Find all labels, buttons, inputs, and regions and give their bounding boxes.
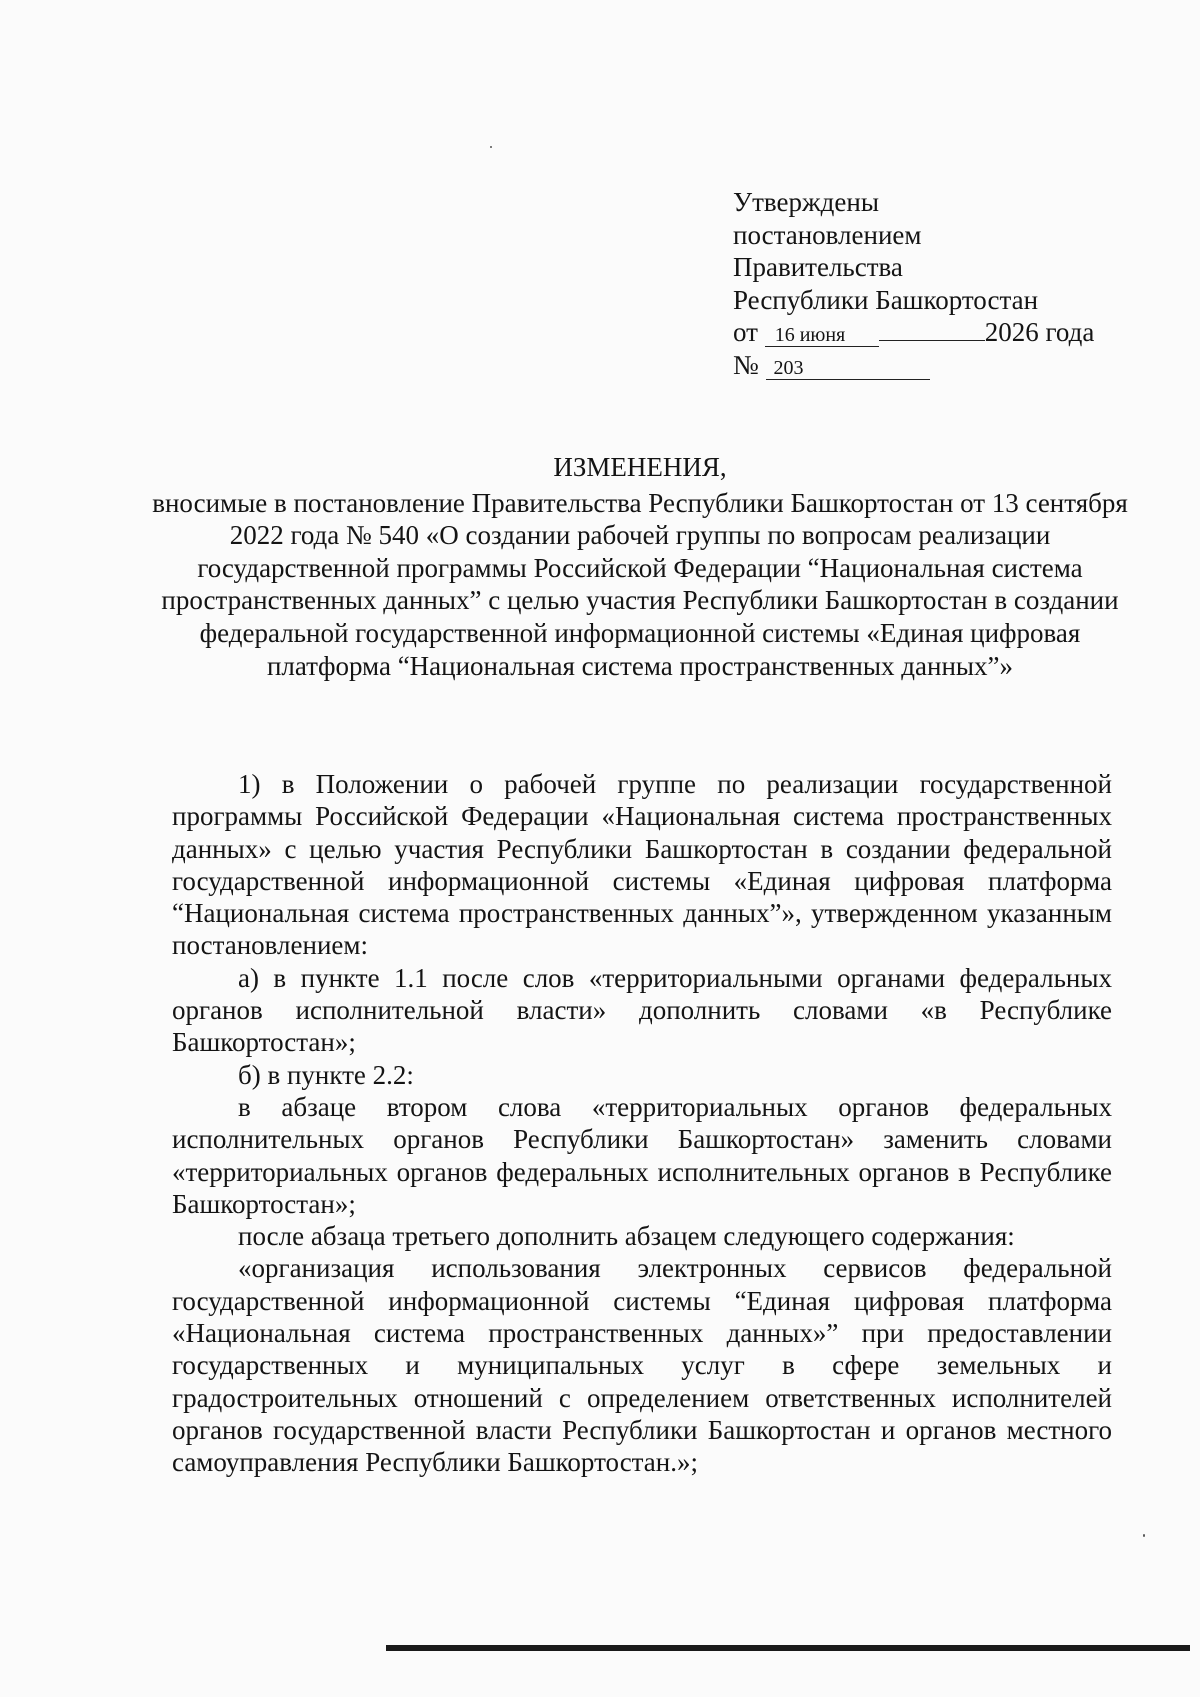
- approval-date-suffix: 2026 года: [984, 317, 1095, 347]
- approval-number-line: [733, 349, 1153, 382]
- paragraph-3: б) в пункте 2.2:: [238, 1059, 414, 1090]
- approval-date-blank: [879, 340, 985, 341]
- approval-stamp: [733, 186, 1153, 381]
- approval-date-prefix: от: [733, 317, 765, 347]
- document-title: ИЗМЕНЕНИЯ,: [553, 452, 727, 482]
- approval-line-1: Утверждены: [733, 187, 879, 217]
- approval-number-fill: 203: [766, 357, 930, 380]
- paragraph-1: 1) в Положении о рабочей группе по реализации государственной программы Российской Федерации «Национальная система пространственных данных» с целью участия Республики Башкортостан в создании федеральной государственной информационной системы «Единая цифровая платформа “Национальная система пространственных данных”», утвержденном указанным постановлением:: [172, 769, 1112, 961]
- approval-line-3: Правительства: [733, 252, 903, 282]
- paragraph-2: а) в пункте 1.1 после слов «территориальными органами федеральных органов исполнительной власти» дополнить словами «в Республике Башкортостан»;: [172, 962, 1112, 1058]
- approval-line-2: постановлением: [733, 219, 922, 250]
- paragraph-6: «организация использования электронных сервисов федеральной государственной информационной системы “Единая цифровая платформа «Национальная система пространственных данных»” при предоставлении государственных и муниципальных услуг в сфере земельных и градостроительных отношений с определением ответственных исполнителей органов государственной власти Республики Башкортостан и органов местного самоуправления Республики Башкортостан.»;: [172, 1253, 1112, 1478]
- approval-number-prefix: №: [733, 349, 766, 380]
- approval-line-4: Республики Башкортостан: [733, 284, 1039, 315]
- scan-speck: [490, 146, 492, 148]
- document-body: [172, 768, 1112, 1479]
- approval-date-fill: 16 июня: [765, 324, 879, 347]
- scan-speck: [1143, 1534, 1145, 1537]
- paragraph-4: в абзаце втором слова «территориальных органов федеральных исполнительных органов Республики Башкортостан» заменить словами «территориальных органов федеральных исполнительных органов в Республике Башкортостан»;: [172, 1091, 1112, 1219]
- scan-edge-mark: [386, 1645, 1190, 1651]
- approval-date-line: [733, 316, 1153, 349]
- document-heading: [150, 451, 1130, 682]
- document-subtitle: вносимые в постановление Правительства Республики Башкортостан от 13 сентября 2022 года № 540 «О создании рабочей группы по вопросам реализации государственной программы Российской Федерации “Национальная система пространственных данных” с целью участия Республики Башкортостан в создании федеральной государственной информационной системы «Единая цифровая платформа “Национальная система пространственных данных”»: [152, 487, 1128, 681]
- paragraph-5: после абзаца третьего дополнить абзацем следующего содержания:: [238, 1221, 1015, 1252]
